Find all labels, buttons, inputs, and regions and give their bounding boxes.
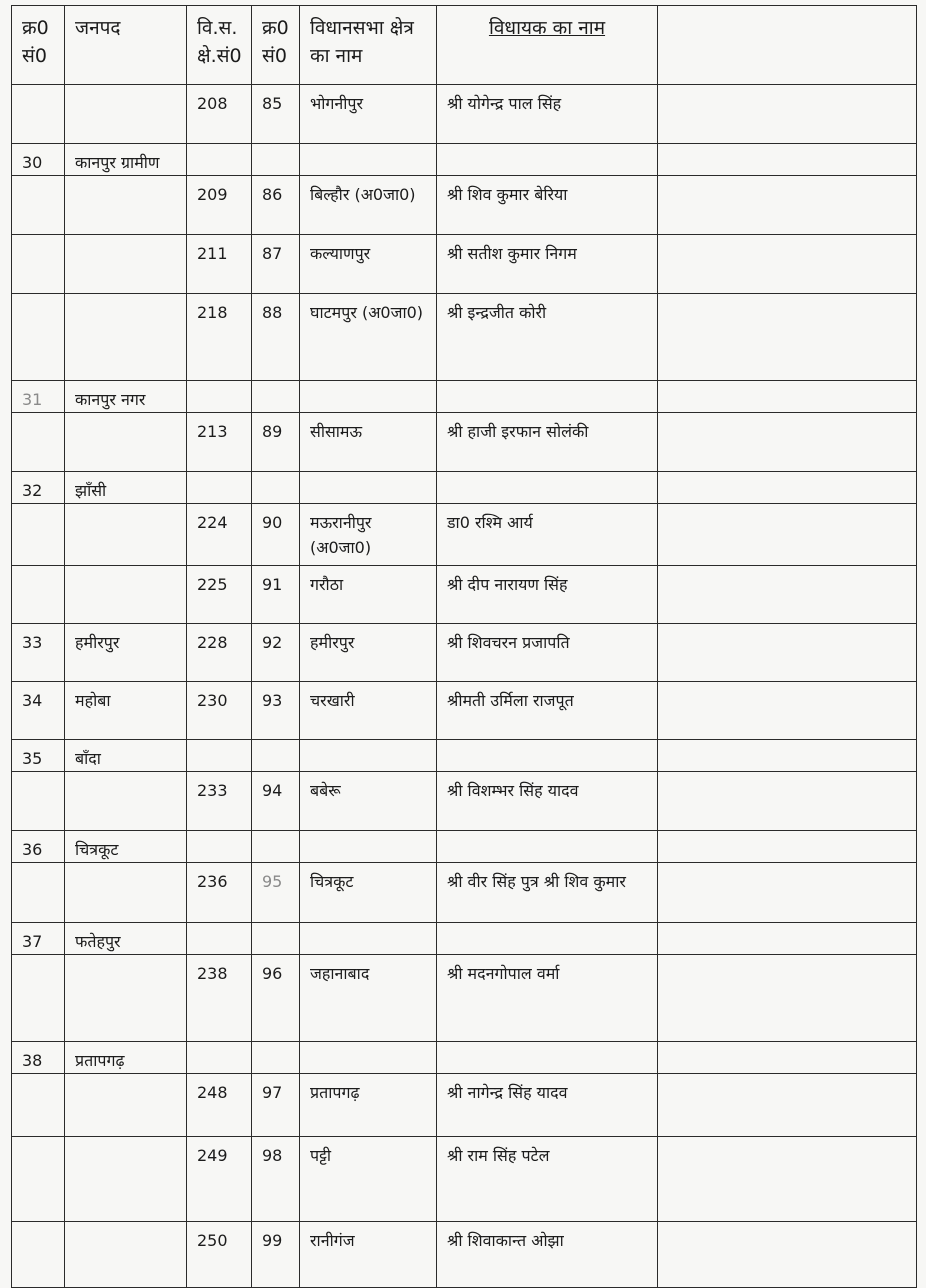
- table-row: [12, 740, 917, 772]
- cell-constituency: [300, 1042, 437, 1074]
- table-row: [12, 504, 917, 566]
- cell-serial: 92: [252, 624, 300, 682]
- cell-sno: [12, 772, 65, 831]
- cell-district: [65, 1222, 187, 1288]
- cell-blank: [658, 863, 917, 923]
- cell-ac-no: 230: [187, 682, 252, 740]
- cell-mla: श्री मदनगोपाल वर्मा: [437, 955, 658, 1042]
- cell-blank: [658, 772, 917, 831]
- cell-serial: [252, 144, 300, 176]
- cell-mla: [437, 831, 658, 863]
- cell-constituency: [300, 381, 437, 413]
- cell-mla: श्रीमती उर्मिला राजपूत: [437, 682, 658, 740]
- cell-sno: [12, 863, 65, 923]
- cell-blank: [658, 381, 917, 413]
- cell-mla: श्री वीर सिंह पुत्र श्री शिव कुमार: [437, 863, 658, 923]
- cell-constituency: हमीरपुर: [300, 624, 437, 682]
- cell-constituency: कल्याणपुर: [300, 235, 437, 294]
- cell-ac-no: [187, 381, 252, 413]
- cell-blank: [658, 294, 917, 381]
- cell-mla: श्री इन्द्रजीत कोरी: [437, 294, 658, 381]
- table-row: [12, 294, 917, 381]
- table-row: [12, 772, 917, 831]
- cell-ac-no: 228: [187, 624, 252, 682]
- cell-mla: श्री राम सिंह पटेल: [437, 1137, 658, 1222]
- table-row: [12, 235, 917, 294]
- cell-blank: [658, 176, 917, 235]
- cell-blank: [658, 1074, 917, 1137]
- cell-mla: श्री हाजी इरफान सोलंकी: [437, 413, 658, 472]
- cell-district: हमीरपुर: [65, 624, 187, 682]
- table-row: [12, 1222, 917, 1288]
- cell-blank: [658, 682, 917, 740]
- cell-serial: 97: [252, 1074, 300, 1137]
- cell-sno: 33: [12, 624, 65, 682]
- header-constituency: विधानसभा क्षेत्र का नाम: [300, 6, 437, 85]
- cell-constituency: रानीगंज: [300, 1222, 437, 1288]
- cell-sno: [12, 1137, 65, 1222]
- cell-sno: [12, 294, 65, 381]
- cell-blank: [658, 923, 917, 955]
- cell-district: कानपुर नगर: [65, 381, 187, 413]
- cell-constituency: [300, 144, 437, 176]
- cell-mla: श्री सतीश कुमार निगम: [437, 235, 658, 294]
- cell-blank: [658, 144, 917, 176]
- table-row: [12, 831, 917, 863]
- cell-serial: [252, 1042, 300, 1074]
- cell-blank: [658, 235, 917, 294]
- table-row: [12, 85, 917, 144]
- cell-sno: 30: [12, 144, 65, 176]
- table-row: [12, 863, 917, 923]
- header-serial: क्र0 सं0: [252, 6, 300, 85]
- cell-district: [65, 176, 187, 235]
- cell-serial: 93: [252, 682, 300, 740]
- cell-sno: [12, 235, 65, 294]
- table-row: [12, 955, 917, 1042]
- cell-ac-no: [187, 472, 252, 504]
- cell-district: [65, 772, 187, 831]
- cell-ac-no: 213: [187, 413, 252, 472]
- cell-mla: [437, 923, 658, 955]
- cell-sno: [12, 1222, 65, 1288]
- cell-serial: 91: [252, 566, 300, 624]
- cell-sno: [12, 955, 65, 1042]
- cell-mla: श्री दीप नारायण सिंह: [437, 566, 658, 624]
- header-blank: [658, 6, 917, 85]
- table-row: [12, 682, 917, 740]
- cell-district: [65, 1074, 187, 1137]
- cell-mla: श्री योगेन्द्र पाल सिंह: [437, 85, 658, 144]
- cell-district: बाँदा: [65, 740, 187, 772]
- cell-ac-no: 236: [187, 863, 252, 923]
- cell-mla: [437, 472, 658, 504]
- cell-ac-no: [187, 1042, 252, 1074]
- cell-ac-no: [187, 144, 252, 176]
- cell-district: चित्रकूट: [65, 831, 187, 863]
- table-row: [12, 413, 917, 472]
- cell-ac-no: 218: [187, 294, 252, 381]
- cell-serial: [252, 923, 300, 955]
- cell-serial: 96: [252, 955, 300, 1042]
- cell-blank: [658, 504, 917, 566]
- cell-ac-no: 208: [187, 85, 252, 144]
- cell-mla: [437, 740, 658, 772]
- cell-sno: [12, 413, 65, 472]
- cell-serial: [252, 831, 300, 863]
- cell-sno: [12, 176, 65, 235]
- cell-ac-no: [187, 740, 252, 772]
- cell-district: [65, 504, 187, 566]
- cell-constituency: बिल्हौर (अ0जा0): [300, 176, 437, 235]
- cell-blank: [658, 955, 917, 1042]
- cell-ac-no: 224: [187, 504, 252, 566]
- cell-district: [65, 1137, 187, 1222]
- cell-sno: [12, 85, 65, 144]
- cell-constituency: चित्रकूट: [300, 863, 437, 923]
- cell-serial: 95: [252, 863, 300, 923]
- cell-mla: डा0 रश्मि आर्य: [437, 504, 658, 566]
- cell-serial: 88: [252, 294, 300, 381]
- table-row: [12, 923, 917, 955]
- cell-constituency: गरौठा: [300, 566, 437, 624]
- cell-mla: [437, 381, 658, 413]
- cell-district: [65, 863, 187, 923]
- cell-ac-no: [187, 923, 252, 955]
- cell-constituency: भोगनीपुर: [300, 85, 437, 144]
- cell-ac-no: 233: [187, 772, 252, 831]
- cell-serial: 87: [252, 235, 300, 294]
- cell-blank: [658, 413, 917, 472]
- cell-district: [65, 413, 187, 472]
- table-row: [12, 1074, 917, 1137]
- cell-constituency: पट्टी: [300, 1137, 437, 1222]
- header-mla: [437, 6, 658, 85]
- cell-blank: [658, 1222, 917, 1288]
- cell-constituency: [300, 831, 437, 863]
- cell-blank: [658, 472, 917, 504]
- cell-sno: 34: [12, 682, 65, 740]
- header-mla-label: विधायक का नाम: [488, 17, 606, 39]
- table-row: [12, 472, 917, 504]
- cell-sno: 37: [12, 923, 65, 955]
- cell-constituency: बबेरू: [300, 772, 437, 831]
- cell-mla: श्री नागेन्द्र सिंह यादव: [437, 1074, 658, 1137]
- cell-mla: [437, 1042, 658, 1074]
- table-row: [12, 381, 917, 413]
- table-row: [12, 144, 917, 176]
- cell-district: [65, 85, 187, 144]
- cell-ac-no: 250: [187, 1222, 252, 1288]
- cell-blank: [658, 740, 917, 772]
- cell-district: [65, 235, 187, 294]
- cell-constituency: [300, 740, 437, 772]
- cell-district: झाँसी: [65, 472, 187, 504]
- cell-serial: 90: [252, 504, 300, 566]
- cell-blank: [658, 85, 917, 144]
- cell-constituency: मऊरानीपुर (अ0जा0): [300, 504, 437, 566]
- cell-serial: 86: [252, 176, 300, 235]
- cell-ac-no: [187, 831, 252, 863]
- cell-serial: 85: [252, 85, 300, 144]
- cell-sno: 35: [12, 740, 65, 772]
- cell-sno: [12, 566, 65, 624]
- cell-mla: श्री शिवचरन प्रजापति: [437, 624, 658, 682]
- cell-district: [65, 294, 187, 381]
- cell-ac-no: 238: [187, 955, 252, 1042]
- cell-district: [65, 955, 187, 1042]
- cell-mla: श्री विशम्भर सिंह यादव: [437, 772, 658, 831]
- header-sno: क्र0 सं0: [12, 6, 65, 85]
- cell-serial: [252, 472, 300, 504]
- cell-blank: [658, 1137, 917, 1222]
- cell-serial: 98: [252, 1137, 300, 1222]
- cell-constituency: जहानाबाद: [300, 955, 437, 1042]
- cell-constituency: [300, 472, 437, 504]
- mla-table: [11, 5, 917, 1288]
- cell-district: कानपुर ग्रामीण: [65, 144, 187, 176]
- cell-mla: श्री शिवाकान्त ओझा: [437, 1222, 658, 1288]
- cell-serial: 89: [252, 413, 300, 472]
- table-row: [12, 566, 917, 624]
- cell-constituency: घाटमपुर (अ0जा0): [300, 294, 437, 381]
- cell-district: फतेहपुर: [65, 923, 187, 955]
- cell-constituency: सीसामऊ: [300, 413, 437, 472]
- cell-sno: 31: [12, 381, 65, 413]
- cell-district: प्रतापगढ़: [65, 1042, 187, 1074]
- table-row: [12, 1137, 917, 1222]
- cell-sno: 32: [12, 472, 65, 504]
- cell-serial: 99: [252, 1222, 300, 1288]
- cell-ac-no: 211: [187, 235, 252, 294]
- cell-sno: 36: [12, 831, 65, 863]
- cell-blank: [658, 566, 917, 624]
- cell-district: [65, 566, 187, 624]
- cell-sno: [12, 504, 65, 566]
- cell-mla: श्री शिव कुमार बेरिया: [437, 176, 658, 235]
- cell-constituency: चरखारी: [300, 682, 437, 740]
- cell-serial: [252, 381, 300, 413]
- cell-serial: [252, 740, 300, 772]
- cell-sno: 38: [12, 1042, 65, 1074]
- cell-ac-no: 209: [187, 176, 252, 235]
- table-row: [12, 176, 917, 235]
- cell-sno: [12, 1074, 65, 1137]
- table-row: [12, 624, 917, 682]
- header-district: जनपद: [65, 6, 187, 85]
- cell-constituency: [300, 923, 437, 955]
- header-row: [12, 6, 917, 85]
- cell-constituency: प्रतापगढ़: [300, 1074, 437, 1137]
- table-row: [12, 1042, 917, 1074]
- cell-ac-no: 248: [187, 1074, 252, 1137]
- cell-serial: 94: [252, 772, 300, 831]
- cell-blank: [658, 624, 917, 682]
- cell-blank: [658, 1042, 917, 1074]
- header-ac-no: वि.स. क्षे.सं0: [187, 6, 252, 85]
- cell-mla: [437, 144, 658, 176]
- cell-district: महोबा: [65, 682, 187, 740]
- cell-blank: [658, 831, 917, 863]
- cell-ac-no: 249: [187, 1137, 252, 1222]
- cell-ac-no: 225: [187, 566, 252, 624]
